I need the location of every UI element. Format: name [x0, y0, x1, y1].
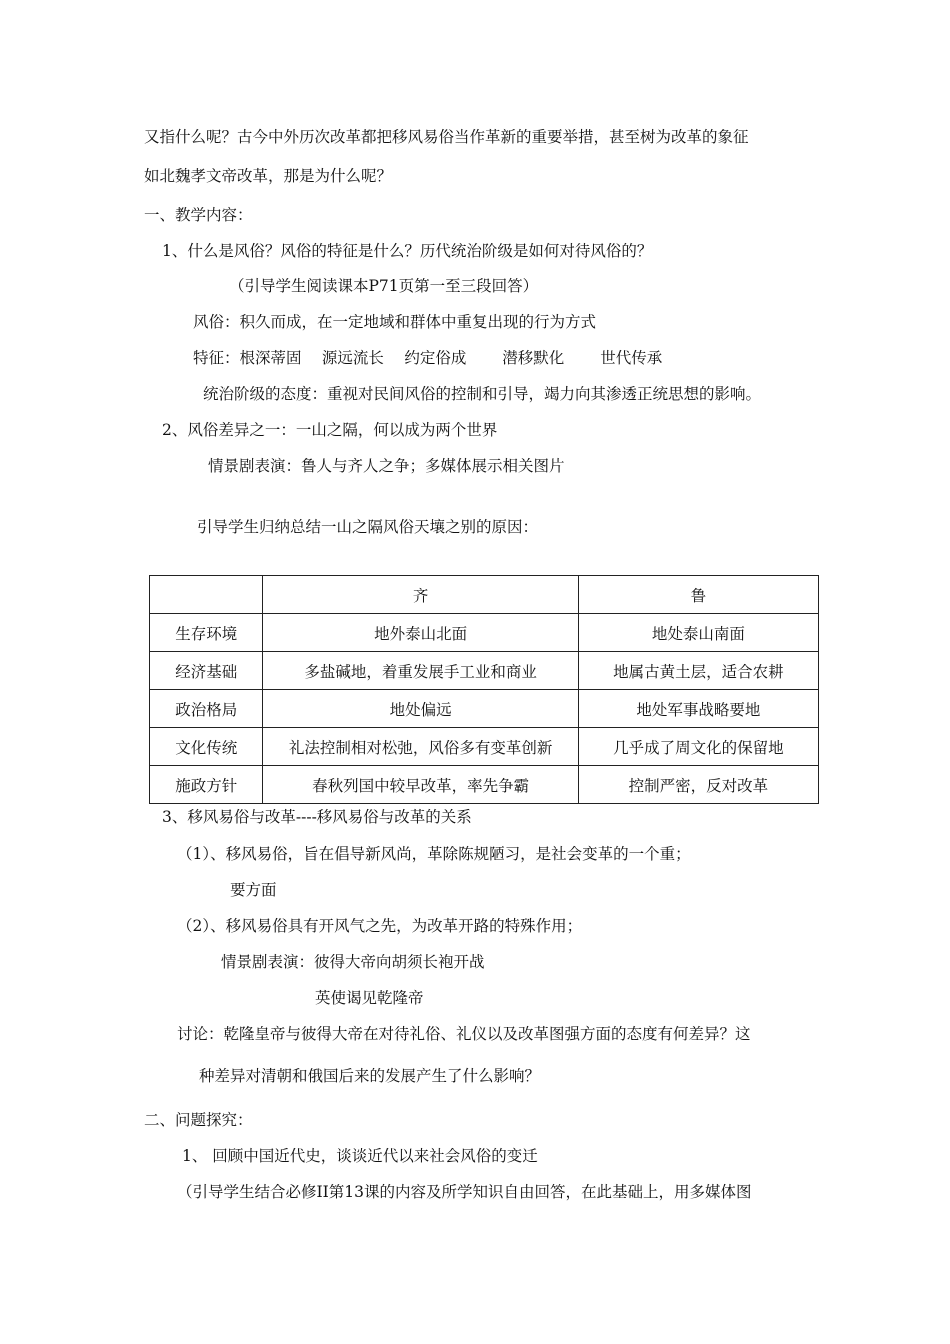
paragraph-line: 讨论：乾隆皇帝与彼得大帝在对待礼俗、礼仪以及改革图强方面的态度有何差异？这	[177, 1025, 751, 1043]
table-header-cell: 齐	[263, 576, 578, 614]
paragraph-line: 风俗：积久而成，在一定地域和群体中重复出现的行为方式	[193, 313, 597, 331]
table-cell: 地外泰山北面	[263, 614, 578, 652]
table-row-label: 生存环境	[150, 614, 263, 652]
table-row-label: 政治格局	[150, 690, 263, 728]
paragraph-line: 又指什么呢？古今中外历次改革都把移风易俗当作革新的重要举措，甚至树为改革的象征	[144, 128, 749, 146]
table-cell: 几乎成了周文化的保留地	[578, 728, 818, 766]
paragraph-line: （2）、移风易俗具有开风气之先，为改革开路的特殊作用；	[177, 917, 583, 935]
table-row	[150, 728, 819, 766]
section-heading: 二、问题探究：	[144, 1111, 253, 1129]
subsection-heading: 3、移风易俗与改革----移风易俗与改革的关系	[162, 808, 472, 826]
table-cell: 地处偏远	[263, 690, 578, 728]
paragraph-line: 如北魏孝文帝改革，那是为什么呢？	[144, 167, 393, 185]
table-cell: 地处军事战略要地	[578, 690, 818, 728]
table-cell: 地处泰山南面	[578, 614, 818, 652]
table-header-row	[150, 576, 819, 614]
table-row-label: 文化传统	[150, 728, 263, 766]
table-row-label: 施政方针	[150, 766, 263, 804]
table-row	[150, 614, 819, 652]
subsection-heading: 1、 回顾中国近代史，谈谈近代以来社会风俗的变迁	[182, 1147, 538, 1165]
table-cell: 多盐碱地，着重发展手工业和商业	[263, 652, 578, 690]
table-cell: 控制严密，反对改革	[578, 766, 818, 804]
paragraph-line: （引导学生结合必修II第13课的内容及所学知识自由回答，在此基础上，用多媒体图	[177, 1183, 752, 1201]
paragraph-line: （1）、移风易俗，旨在倡导新风尚，革除陈规陋习，是社会变革的一个重；	[177, 845, 691, 863]
table-header-cell: 鲁	[578, 576, 818, 614]
paragraph-line: 情景剧表演：彼得大帝向胡须长袍开战	[221, 953, 485, 971]
paragraph-line: 统治阶级的态度：重视对民间风俗的控制和引导，竭力向其渗透正统思想的影响。	[203, 385, 762, 403]
section-heading: 一、教学内容：	[144, 206, 253, 224]
table-row	[150, 652, 819, 690]
paragraph-line: 种差异对清朝和俄国后来的发展产生了什么影响？	[199, 1067, 541, 1085]
comparison-table	[149, 575, 819, 804]
table-header-cell	[150, 576, 263, 614]
subsection-heading: 1、什么是风俗？风俗的特征是什么？历代统治阶级是如何对待风俗的？	[162, 242, 653, 260]
table-row-label: 经济基础	[150, 652, 263, 690]
table-cell: 春秋列国中较早改革，率先争霸	[263, 766, 578, 804]
paragraph-line: 引导学生归纳总结一山之隔风俗天壤之别的原因：	[197, 518, 539, 536]
table-row	[150, 766, 819, 804]
paragraph-line: 情景剧表演：鲁人与齐人之争；多媒体展示相关图片	[208, 457, 565, 475]
paragraph-line: （引导学生阅读课本P71页第一至三段回答）	[229, 277, 539, 295]
table-cell: 礼法控制相对松弛，风俗多有变革创新	[263, 728, 578, 766]
paragraph-line: 特征：根深蒂固 源远流长 约定俗成 潜移默化 世代传承	[193, 349, 663, 367]
table-cell: 地属古黄土层，适合农耕	[578, 652, 818, 690]
paragraph-line: 要方面	[230, 881, 277, 899]
paragraph-line: 英使谒见乾隆帝	[315, 989, 424, 1007]
table-row	[150, 690, 819, 728]
subsection-heading: 2、风俗差异之一：一山之隔，何以成为两个世界	[162, 421, 498, 439]
